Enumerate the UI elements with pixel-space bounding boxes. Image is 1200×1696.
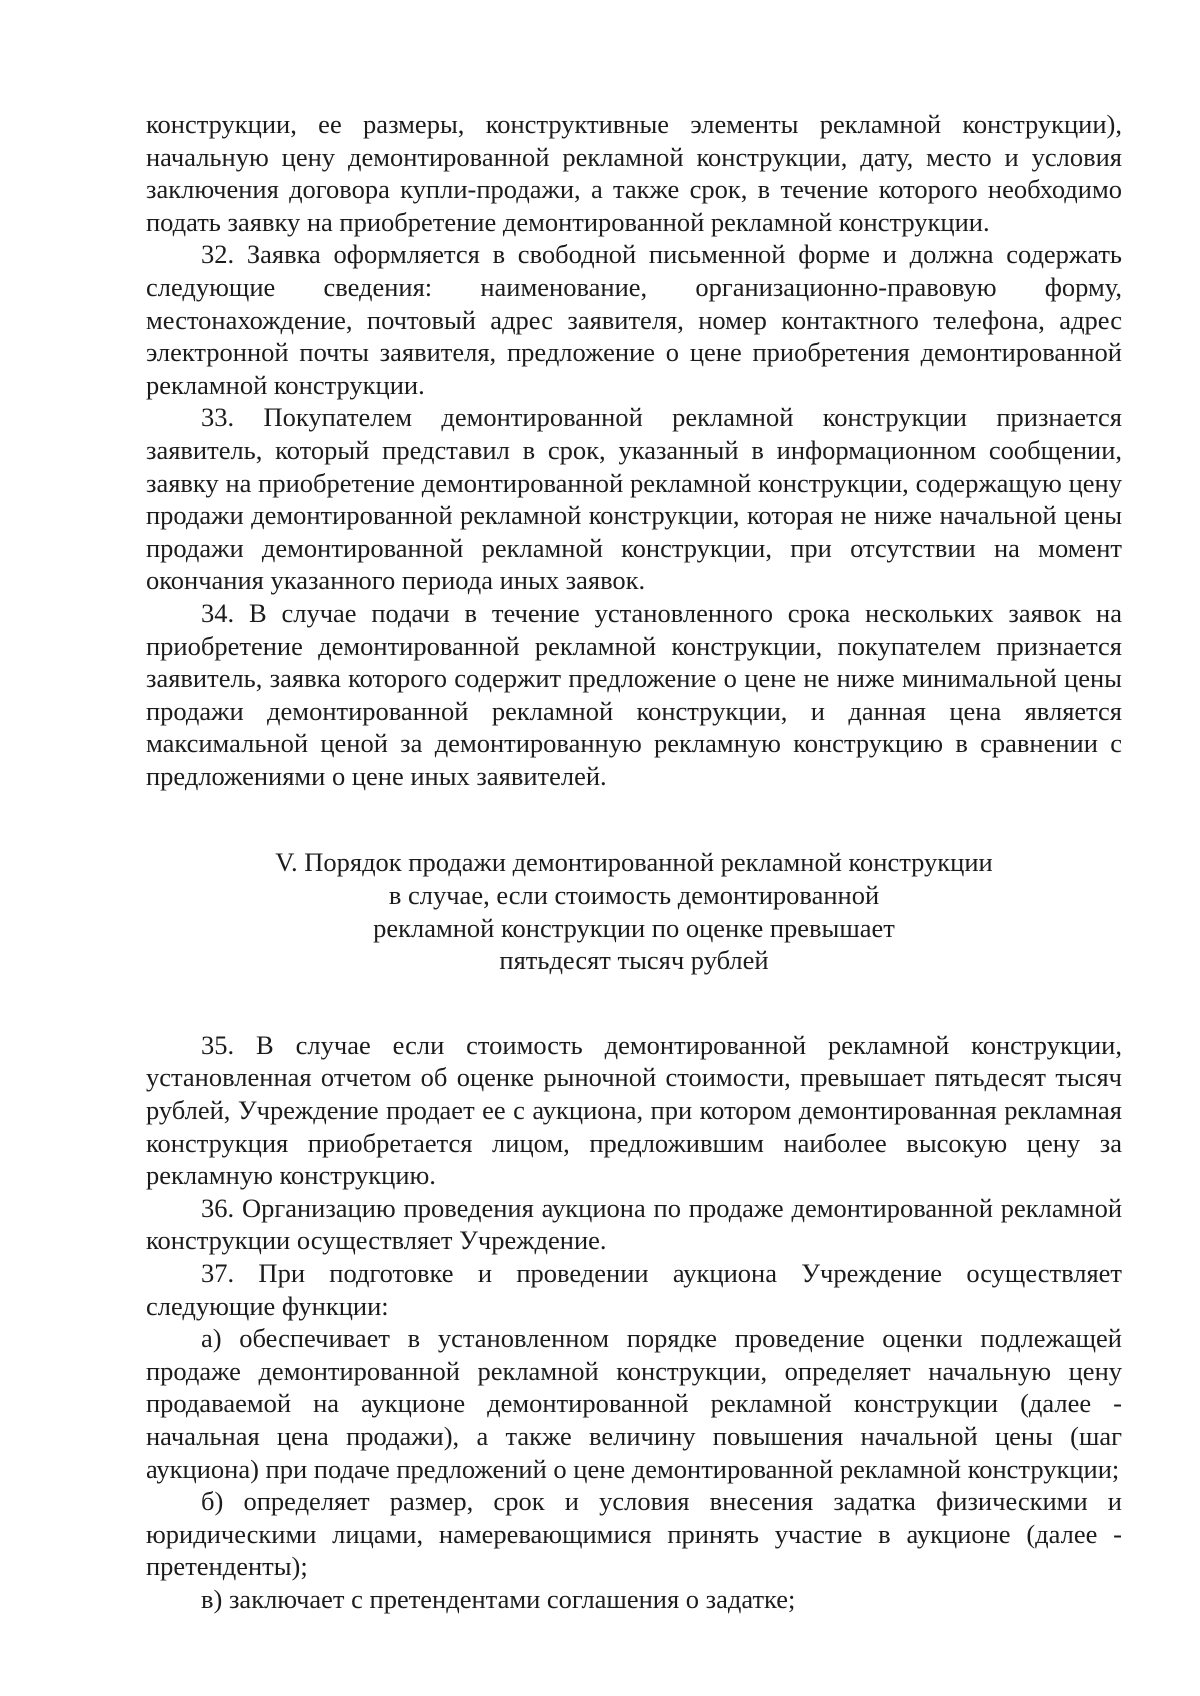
section-heading-line: V. Порядок продажи демонтированной рекламной конструкции xyxy=(275,847,993,878)
paragraph-continuation: конструкции, ее размеры, конструктивные элементы рекламной конструкции), начальную цену демонтированной рекламной конструкции, дату, место и условия заключения договора купли-продажи, а также срок, в течение которого необходимо подать заявку на приобретение демонтированной рекламной конструкции. xyxy=(146,109,1122,237)
paragraph-33: 33. Покупателем демонтированной рекламной конструкции признается заявитель, который представил в срок, указанный в информационном сообщении, заявку на приобретение демонтированной рекламной конструкции, содержащую цену продажи демонтированной рекламной конструкции, которая не ниже начальной цены продажи демонтированной рекламной конструкции, при отсутствии на момент окончания указанного периода иных заявок. xyxy=(146,402,1122,596)
paragraph-37b: б) определяет размер, срок и условия внесения задатка физическими и юридическими лицами, намеревающимися принять участие в аукционе (далее - претенденты); xyxy=(146,1486,1122,1582)
section-heading-line: в случае, если стоимость демонтированной xyxy=(388,880,880,911)
paragraph-32: 32. Заявка оформляется в свободной письменной форме и должна содержать следующие сведения: наименование, организационно-правовую форму, местонахождение, почтовый адрес заявителя, номер контактного телефона, адрес электронной почты заявителя, предложение о цене приобретения демонтированной рекламной конструкции. xyxy=(146,239,1122,400)
section-heading xyxy=(146,846,1122,976)
paragraph-37: 37. При подготовке и проведении аукциона Учреждение осуществляет следующие функции: xyxy=(146,1258,1122,1321)
paragraph-35: 35. В случае если стоимость демонтированной рекламной конструкции, установленная отчетом об оценке рыночной стоимости, превышает пятьдесят тысяч рублей, Учреждение продает ее с аукциона, при котором демонтированная рекламная конструкция приобретается лицом, предложившим наиболее высокую цену за рекламную конструкцию. xyxy=(146,1029,1122,1191)
section-heading-line: пятьдесят тысяч рублей xyxy=(499,945,769,976)
paragraph-36: 36. Организацию проведения аукциона по продаже демонтированной рекламной конструкции осуществляет Учреждение. xyxy=(146,1192,1122,1256)
paragraph-34: 34. В случае подачи в течение установленного срока нескольких заявок на приобретение демонтированной рекламной конструкции, покупателем признается заявитель, заявка которого содержит предложение о цене не ниже минимальной цены продажи демонтированной рекламной конструкции, и данная цена является максимальной ценой за демонтированную рекламную конструкцию в сравнении с предложениями о цене иных заявителей. xyxy=(146,597,1122,791)
section-heading-line: рекламной конструкции по оценке превышает xyxy=(373,912,895,943)
paragraph-37c: в) заключает с претендентами соглашения о задатке; xyxy=(201,1583,796,1614)
paragraph-37a: а) обеспечивает в установленном порядке проведение оценки подлежащей продаже демонтированной рекламной конструкции, определяет начальную цену продаваемой на аукционе демонтированной рекламной конструкции (далее - начальная цена продажи), а также величину повышения начальной цены (шаг аукциона) при подаче предложений о цене демонтированной рекламной конструкции; xyxy=(146,1323,1122,1484)
